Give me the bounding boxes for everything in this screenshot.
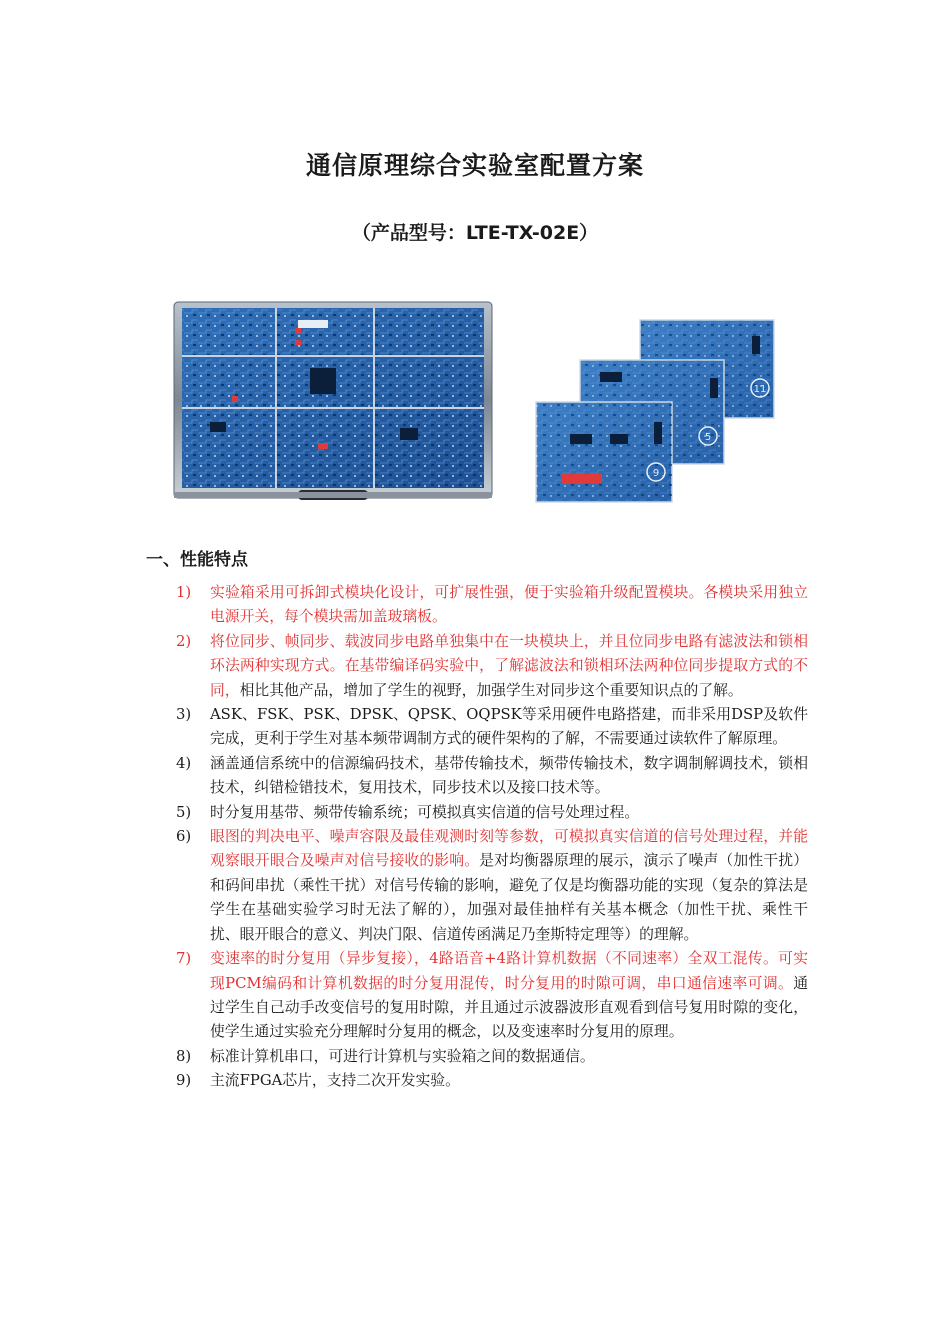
item-text: 通过学生自己动手改变信号的复用时隙，并且通过示波器波形直观看到信号复用时隙的变化，使学生通过实验充分理解时分复用的概念，以及变速率时分复用的原理。 bbox=[210, 974, 808, 1041]
module-number-9: 9 bbox=[652, 468, 660, 479]
module-boards-image bbox=[536, 320, 774, 502]
list-item bbox=[176, 801, 808, 825]
item-highlight-text: 实验箱采用可拆卸式模块化设计，可扩展性强，便于实验箱升级配置模块。各模块采用独立电源开关，每个模块需加盖玻璃板。 bbox=[210, 584, 808, 626]
list-item bbox=[176, 1045, 808, 1069]
page-title: 通信原理综合实验室配置方案 bbox=[305, 151, 644, 180]
list-item bbox=[176, 630, 808, 703]
list-item bbox=[176, 581, 808, 630]
list-item bbox=[176, 1069, 808, 1093]
item-number: 3) bbox=[176, 706, 192, 724]
item-number: 4) bbox=[176, 754, 192, 772]
list-item bbox=[176, 825, 808, 947]
item-number: 5) bbox=[176, 803, 192, 821]
experiment-case-image bbox=[174, 302, 492, 500]
item-number: 6) bbox=[176, 828, 192, 846]
list-item bbox=[176, 703, 808, 752]
item-number: 7) bbox=[176, 950, 192, 968]
product-photo bbox=[170, 298, 790, 508]
section-heading: 一、性能特点 bbox=[146, 550, 248, 570]
item-text: ASK、FSK、PSK、DPSK、QPSK、OQPSK等采用硬件电路搭建，而非采用DSP及软件完成，更利于学生对基本频带调制方式的硬件架构的了解，不需要通过读软件了解原理。 bbox=[210, 706, 808, 748]
item-highlight-text: 变速率的时分复用（异步复接），4路语音+4路计算机数据（不同速率）全双工混传。可实现PCM编码和计算机数据的时分复用混传，时分复用的时隙可调，串口通信速率可调。 bbox=[210, 950, 808, 992]
list-item bbox=[176, 752, 808, 801]
item-highlight-text: 眼图的判决电平、噪声容限及最佳观测时刻等参数，可模拟真实信道的信号处理过程，并能观察眼开眼合及噪声对信号接收的影响。 bbox=[210, 828, 808, 870]
item-text: 标准计算机串口，可进行计算机与实验箱之间的数据通信。 bbox=[210, 1047, 595, 1065]
item-text: 时分复用基带、频带传输系统；可模拟真实信道的信号处理过程。 bbox=[210, 803, 640, 821]
product-model: （产品型号：LTE-TX-02E） bbox=[351, 222, 599, 244]
module-number-11: 11 bbox=[753, 384, 767, 395]
list-item bbox=[176, 947, 808, 1045]
item-highlight-text: 将位同步、帧同步、载波同步电路单独集中在一块模块上，并且位同步电路有滤波法和锁相环法两种实现方式。在基带编译码实验中，了解滤波法和锁相环法两种位同步提取方式的不同， bbox=[210, 632, 808, 699]
item-text: 是对均衡器原理的展示，演示了噪声（加性干扰）和码间串扰（乘性干扰）对信号传输的影响，避免了仅是均衡器功能的实现（复杂的算法是学生在基础实验学习时无法了解的），加强对最佳抽样有关基本概念（加性干扰、乘性干扰、眼开眼合的意义、判决门限、信道传函满足乃奎斯特定理等）的理解。 bbox=[210, 852, 808, 943]
item-text: 相比其他产品，增加了学生的视野，加强学生对同步这个重要知识点的了解。 bbox=[239, 681, 743, 699]
item-number: 8) bbox=[176, 1047, 192, 1065]
feature-list bbox=[176, 581, 808, 1094]
item-number: 1) bbox=[176, 584, 192, 601]
item-text: 主流FPGA芯片，支持二次开发实验。 bbox=[210, 1072, 460, 1090]
item-text: 涵盖通信系统中的信源编码技术，基带传输技术，频带传输技术，数字调制解调技术，锁相技术，纠错检错技术，复用技术，同步技术以及接口技术等。 bbox=[210, 754, 808, 797]
item-number: 2) bbox=[176, 632, 192, 650]
item-number: 9) bbox=[176, 1072, 192, 1090]
module-number-5: 5 bbox=[704, 432, 712, 443]
